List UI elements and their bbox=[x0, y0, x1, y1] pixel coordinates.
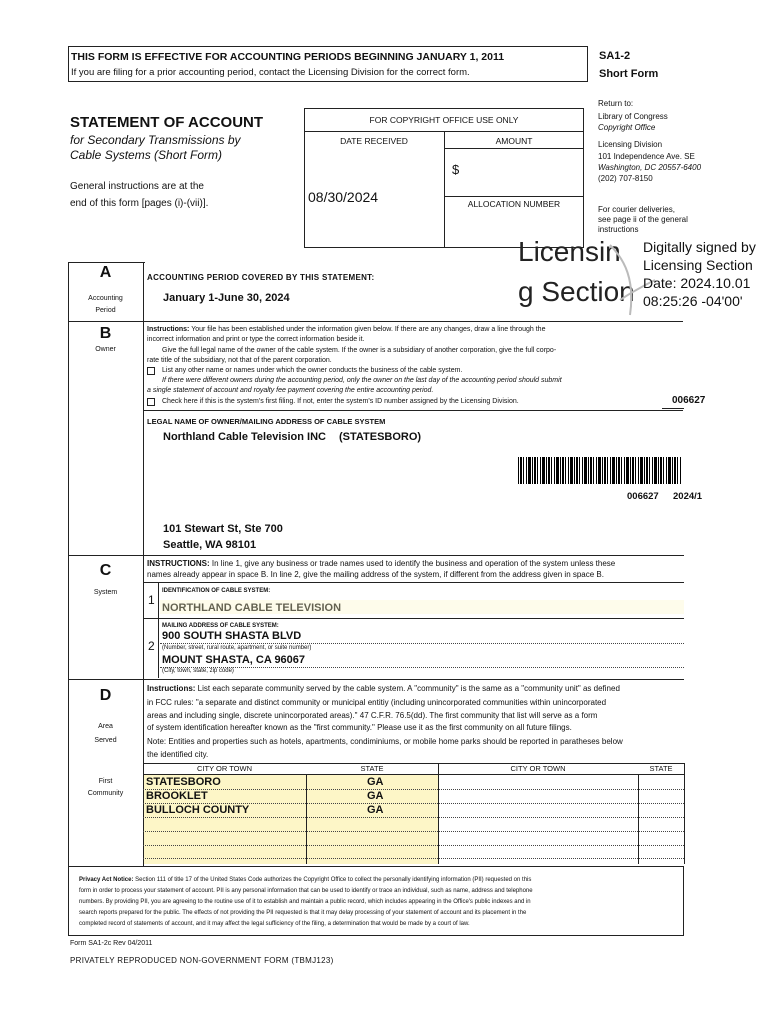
space-d-instructions-4: of system identification hereafter known as the "first community." Please use it as the first community on all future filings. bbox=[147, 723, 572, 732]
system-line-1-number: 1 bbox=[148, 593, 155, 607]
space-d-top bbox=[68, 679, 684, 680]
return-to-label: Return to: bbox=[598, 99, 634, 108]
owner-barcode bbox=[518, 457, 682, 484]
return-street: 101 Independence Ave. SE bbox=[598, 152, 695, 161]
space-a-label-1: Accounting bbox=[88, 295, 123, 302]
community-state: GA bbox=[367, 776, 384, 788]
privacy-text: Section 111 of title 17 of the United States Code authorizes the Copyright Office to collect the personally identifying information (PII) requested on this bbox=[133, 877, 532, 883]
effective-notice: THIS FORM IS EFFECTIVE FOR ACCOUNTING PERIODS BEGINNING JANUARY 1, 2011 bbox=[71, 51, 505, 63]
system-line-2-number: 2 bbox=[148, 639, 155, 653]
space-d-label-4: Community bbox=[87, 790, 124, 797]
space-a-letter: A bbox=[99, 264, 112, 281]
privacy-notice-2: form in order to process your statement of account. PII is any personal information that can be used to identify or trace an individual, such as name, address and telephone bbox=[79, 888, 533, 894]
date-received-label: DATE RECEIVED bbox=[340, 136, 408, 146]
space-a-label-2: Period bbox=[95, 307, 116, 314]
col-state2-header: STATE bbox=[649, 764, 673, 773]
community-col-2 bbox=[438, 763, 439, 864]
community-state: GA bbox=[367, 790, 384, 802]
space-b-instructions-3: Give the full legal name of the owner of the cable system. If the owner is a subsidiary of another corporation, give the full corpo- bbox=[162, 347, 557, 354]
signature-detail-2: Licensing Section bbox=[643, 257, 753, 273]
community-row-line bbox=[143, 817, 684, 818]
statement-title: STATEMENT OF ACCOUNT bbox=[70, 114, 264, 131]
prior-period-note: If you are filing for a prior accounting period, contact the Licensing Division for the correct form. bbox=[71, 67, 470, 78]
space-c-divider-2 bbox=[143, 618, 684, 619]
signature-detail-1: Digitally signed by bbox=[643, 239, 756, 255]
community-state: GA bbox=[367, 804, 384, 816]
space-a-top bbox=[68, 262, 145, 263]
community-city: BULLOCH COUNTY bbox=[146, 804, 250, 816]
space-b-instructions-7: a single statement of account and royalty fee payment covering the entire accounting period. bbox=[147, 387, 434, 394]
office-divider-2 bbox=[444, 148, 584, 149]
col-state-header: STATE bbox=[360, 764, 384, 773]
space-d-instr-text: List each separate community served by the cable system. A "community" is the same as a "community unit" as defined bbox=[195, 684, 620, 693]
legal-name-label: LEGAL NAME OF OWNER/MAILING ADDRESS OF CABLE SYSTEM bbox=[147, 417, 386, 426]
general-instructions-2: end of this form [pages (i)-(vii)]. bbox=[70, 198, 209, 209]
statement-subtitle-1: for Secondary Transmissions by bbox=[70, 133, 241, 147]
privacy-notice-4: search reports prepared for the public. The effects of not providing the PII requested is that it may delay processing of your statement of account and its placement in the bbox=[79, 910, 527, 916]
space-b-top-wide bbox=[143, 321, 683, 322]
space-d-instr-bold: Instructions: bbox=[147, 684, 196, 693]
space-c-label: System bbox=[93, 589, 118, 596]
space-d-label-3: First bbox=[98, 778, 113, 785]
city-hint: (City, town, state, zip code) bbox=[162, 668, 234, 674]
statement-subtitle-2: Cable Systems (Short Form) bbox=[70, 148, 223, 162]
courier-note-2: see page ii of the general bbox=[598, 215, 688, 224]
space-c-divider-1 bbox=[143, 582, 684, 583]
space-d-note-1: Note: Entities and properties such as hotels, apartments, condiminiums, or mobile home parks should be reported in paratheses below bbox=[147, 737, 623, 746]
private-reproduction-note: PRIVATELY REPRODUCED NON-GOVERNMENT FORM (TBMJ123) bbox=[70, 956, 334, 965]
form-code: SA1-2 bbox=[599, 50, 631, 62]
owner-address-2: Seattle, WA 98101 bbox=[163, 539, 257, 551]
space-b-legal-divider bbox=[143, 410, 683, 411]
privacy-notice-1 bbox=[79, 876, 531, 884]
community-row-line bbox=[143, 845, 684, 846]
community-row-line bbox=[143, 789, 684, 790]
cable-system-name: NORTHLAND CABLE TELEVISION bbox=[162, 602, 342, 614]
signature-detail-4: 08:25:26 -04'00' bbox=[643, 293, 743, 309]
space-b-top bbox=[68, 321, 145, 322]
signature-detail-3: Date: 2024.10.01 bbox=[643, 275, 751, 291]
return-phone: (202) 707-8150 bbox=[598, 174, 653, 183]
office-divider-3 bbox=[444, 196, 584, 197]
community-col-right bbox=[684, 763, 685, 864]
community-city: BROOKLET bbox=[146, 790, 208, 802]
general-instructions-1: General instructions are at the bbox=[70, 181, 204, 192]
return-office: Copyright Office bbox=[598, 123, 656, 132]
system-city: MOUNT SHASTA, CA 96067 bbox=[162, 654, 306, 666]
identification-label: IDENTIFICATION OF CABLE SYSTEM: bbox=[162, 588, 271, 594]
signature-name-1: Licensin bbox=[518, 236, 621, 267]
space-b-letter: B bbox=[99, 325, 112, 342]
space-d-instructions-1 bbox=[147, 684, 620, 693]
space-d-label-2: Served bbox=[94, 737, 117, 744]
system-id-value: 006627 bbox=[672, 395, 706, 406]
space-b-instructions-2: incorrect information and print or type the correct information beside it. bbox=[147, 336, 365, 343]
space-c-instructions-2: names already appear in space B. In line 2, give the mailing address of the system, if different from the address given in space B. bbox=[147, 570, 604, 579]
owner-address-1: 101 Stewart St, Ste 700 bbox=[163, 523, 283, 535]
community-col-3 bbox=[638, 774, 639, 864]
date-received-value: 08/30/2024 bbox=[308, 189, 379, 205]
system-line-2-divider bbox=[158, 618, 159, 678]
amount-label: AMOUNT bbox=[495, 136, 533, 146]
courier-note-3: instructions bbox=[598, 225, 639, 234]
community-city: STATESBORO bbox=[146, 776, 221, 788]
space-b-instructions-4: rate title of the subsidiary, not that of the parent corporation. bbox=[147, 357, 332, 364]
privacy-bold: Privacy Act Notice: bbox=[79, 877, 134, 883]
owner-code-1: 006627 bbox=[627, 491, 659, 502]
mailing-address-label: MAILING ADDRESS OF CABLE SYSTEM: bbox=[162, 623, 279, 629]
owner-location: (STATESBORO) bbox=[339, 431, 422, 443]
system-line-1-divider bbox=[158, 582, 159, 618]
space-b-instructions-1 bbox=[147, 325, 545, 334]
system-street: 900 SOUTH SHASTA BLVD bbox=[162, 630, 302, 642]
space-b-instr-bold: Instructions: bbox=[147, 326, 190, 333]
col-city2-header: CITY OR TOWN bbox=[510, 764, 566, 773]
space-c-instructions-1 bbox=[147, 559, 615, 568]
space-c-instr-bold: INSTRUCTIONS: bbox=[147, 559, 210, 568]
space-d-letter: D bbox=[99, 687, 112, 704]
space-c-top bbox=[68, 555, 684, 556]
system-name-field[interactable] bbox=[160, 600, 684, 614]
space-b-label: Owner bbox=[95, 346, 116, 353]
space-d-label-1: Area bbox=[98, 723, 113, 730]
system-id-underline bbox=[662, 408, 684, 409]
courier-note-1: For courier deliveries, bbox=[598, 205, 675, 214]
privacy-notice-3: numbers. By providing PII, you are agreeing to the routine use of it to establish and maintain a public record, which includes appearing in the Office's public indexes and in bbox=[79, 899, 531, 905]
owner-name: Northland Cable Television INC bbox=[163, 431, 326, 443]
space-d-note-2: the identified city. bbox=[147, 750, 209, 759]
allocation-label: ALLOCATION NUMBER bbox=[467, 199, 561, 209]
other-names-checkbox[interactable] bbox=[147, 367, 155, 375]
space-d-instructions-2: in FCC rules: "a separate and distinct community or municipal entitiy (including unincorporated communities within unincorporated bbox=[147, 698, 607, 707]
space-d-instructions-3: areas and including single, discrete unincorporated areas)." 47 C.F.R. 76.5(dd). The first community that list will serve as a form bbox=[147, 711, 598, 720]
space-c-instr-text: In line 1, give any business or trade names used to identify the business and operation of the system unless these bbox=[209, 559, 616, 568]
form-revision: Form SA1-2c Rev 04/2011 bbox=[70, 940, 153, 947]
return-lib: Library of Congress bbox=[598, 112, 668, 121]
signature-name-2: g Section bbox=[518, 276, 635, 307]
accounting-period-heading: ACCOUNTING PERIOD COVERED BY THIS STATEMENT: bbox=[147, 273, 375, 282]
space-c-letter: C bbox=[99, 562, 112, 579]
return-city: Washington, DC 20557-6400 bbox=[598, 163, 702, 172]
space-b-instructions-8: Check here if this is the system's first filing. If not, enter the system's ID number assigned by the Licensing Division. bbox=[162, 398, 519, 405]
return-division: Licensing Division bbox=[598, 140, 663, 149]
amount-dollar: $ bbox=[452, 162, 460, 177]
space-b-instr-text: Your file has been established under the information given below. If there are any changes, draw a line through the bbox=[189, 326, 546, 333]
form-type: Short Form bbox=[599, 68, 659, 80]
accounting-period-value: January 1-June 30, 2024 bbox=[163, 292, 290, 304]
city-line bbox=[160, 667, 684, 668]
owner-code-2: 2024/1 bbox=[673, 491, 703, 502]
community-row-line bbox=[143, 858, 684, 859]
space-b-instructions-5: List any other name or names under which the owner conducts the business of the cable system. bbox=[162, 367, 463, 374]
col-city-header: CITY OR TOWN bbox=[196, 764, 252, 773]
community-row-line bbox=[143, 831, 684, 832]
street-hint: (Number, street, rural route, apartment, or suite number) bbox=[162, 645, 312, 651]
office-use-heading: FOR COPYRIGHT OFFICE USE ONLY bbox=[369, 115, 519, 125]
space-b-instructions-6: If there were different owners during the accounting period, only the owner on the last day of the accounting period should submit bbox=[162, 377, 562, 384]
privacy-notice-5: completed record of statements of account, and it may affect the legal sufficiency of the filing, a determination that would be made by a court of law. bbox=[79, 921, 470, 927]
community-col-1 bbox=[306, 774, 307, 864]
first-filing-checkbox[interactable] bbox=[147, 398, 155, 406]
